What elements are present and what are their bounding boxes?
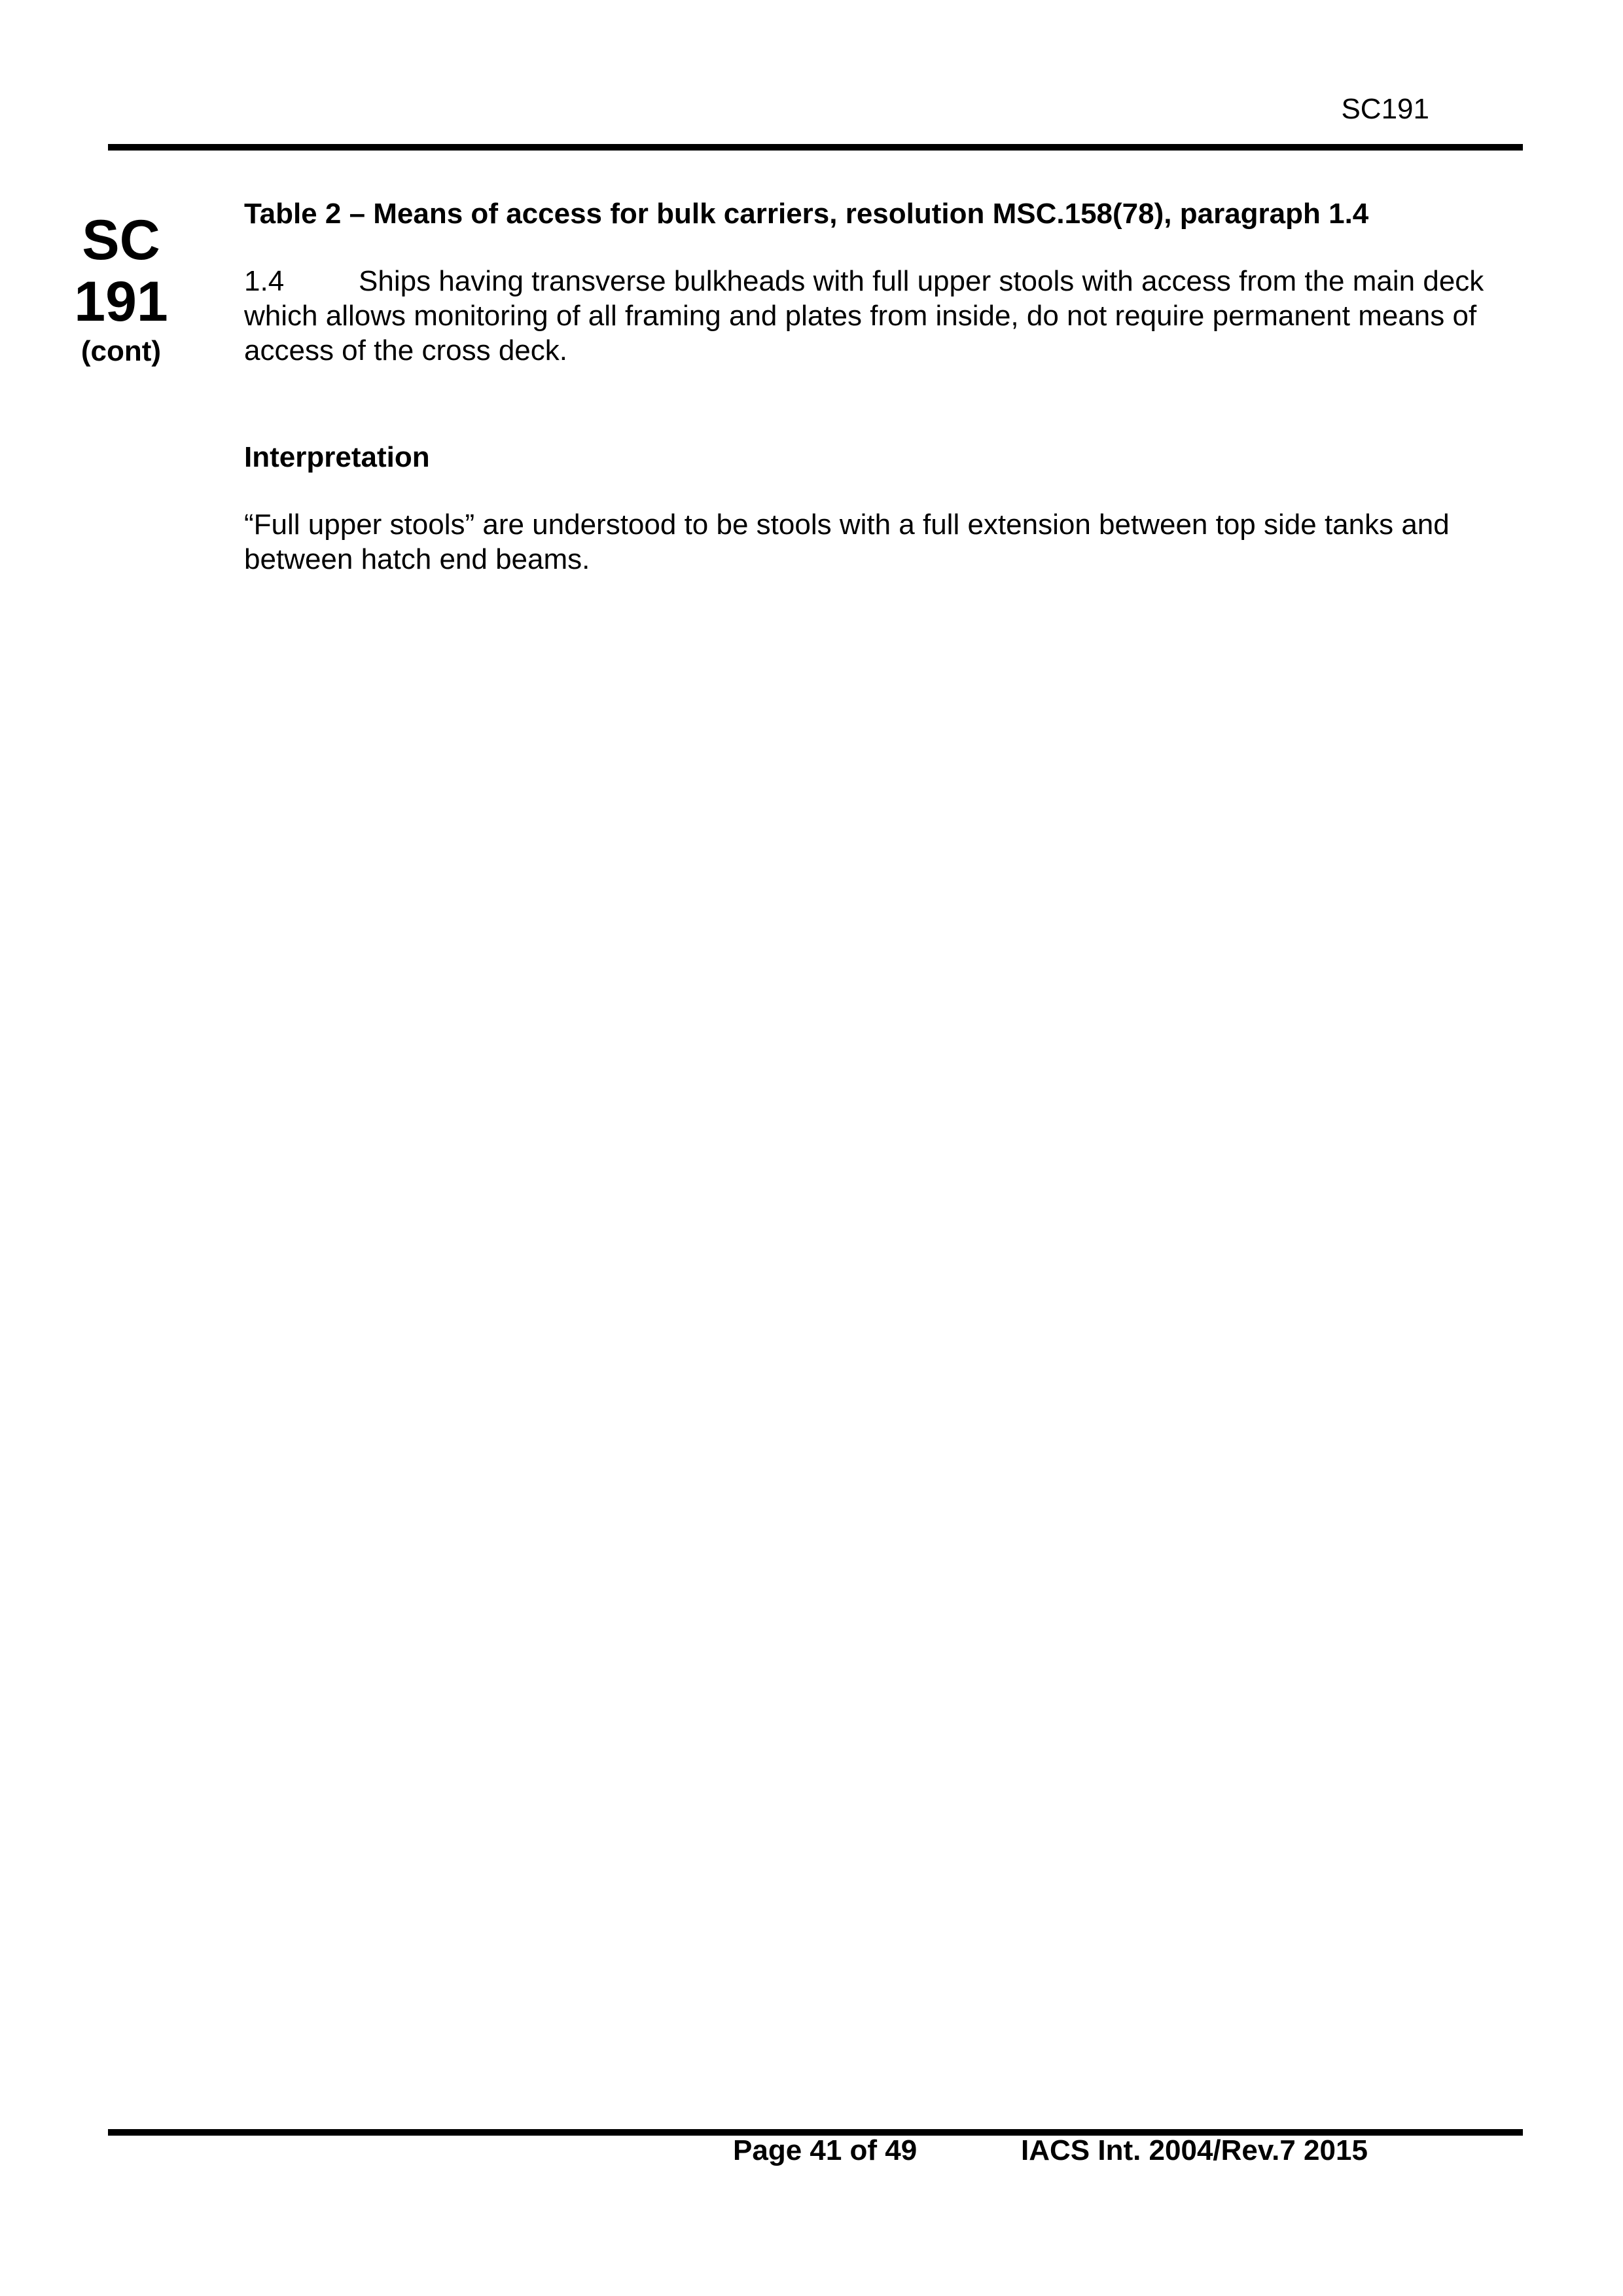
document-reference: IACS Int. 2004/Rev.7 2015 [1021, 2134, 1368, 2166]
page-number: Page 41 of 49 [733, 2134, 918, 2166]
top-rule [108, 144, 1523, 151]
margin-code-line2: 191 [74, 270, 168, 333]
interpretation-text: “Full upper stools” are understood to be stools with a full extension between top side tanks and between hatch end beams. [244, 509, 1450, 575]
main-content [244, 196, 1488, 577]
margin-cont-label: (cont) [80, 335, 162, 367]
interpretation-heading: Interpretation [244, 441, 430, 473]
table-heading: Table 2 – Means of access for bulk carriers, resolution MSC.158(78), paragraph 1.4 [244, 198, 1369, 230]
footer [733, 2132, 1368, 2169]
paragraph-1-4 [244, 264, 1488, 368]
paragraph-number: 1.4 [244, 265, 285, 297]
paragraph-text: Ships having transverse bulkheads with full upper stools with access from the main deck which allows monitoring of all framing and plates from inside, do not require permanent means of access of the cross deck. [244, 265, 1484, 367]
margin-code-line1: SC [82, 209, 160, 272]
header-reference: SC191 [1341, 93, 1429, 125]
margin-tag [72, 209, 170, 368]
